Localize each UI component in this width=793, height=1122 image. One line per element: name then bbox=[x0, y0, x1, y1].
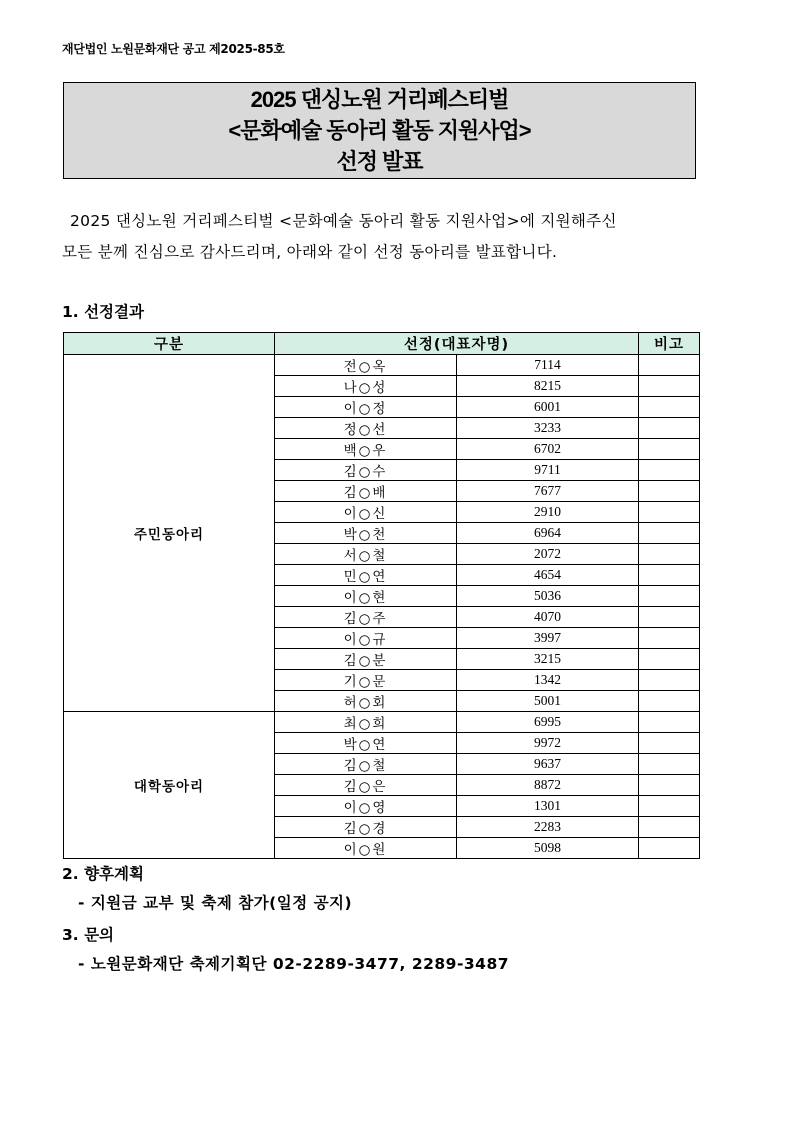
remarks-cell bbox=[639, 565, 700, 586]
representative-name: 이○규 bbox=[275, 628, 457, 649]
notice-number: 재단법인 노원문화재단 공고 제2025-85호 bbox=[62, 42, 285, 56]
remarks-cell bbox=[639, 817, 700, 838]
representative-name: 백○우 bbox=[275, 439, 457, 460]
representative-name: 이○현 bbox=[275, 586, 457, 607]
remarks-cell bbox=[639, 376, 700, 397]
title-line-3: 선정 발표 bbox=[336, 149, 423, 174]
header-category: 구분 bbox=[64, 333, 275, 355]
remarks-cell bbox=[639, 628, 700, 649]
title-line-1: 2025 댄싱노원 거리페스티벌 bbox=[250, 87, 509, 112]
remarks-cell bbox=[639, 355, 700, 376]
representative-name: 김○수 bbox=[275, 460, 457, 481]
phone-last-digits: 3233 bbox=[457, 418, 639, 439]
section-2-item: - 지원금 교부 및 축제 참가(일정 공지) bbox=[78, 894, 353, 912]
representative-name: 박○천 bbox=[275, 523, 457, 544]
phone-last-digits: 8215 bbox=[457, 376, 639, 397]
remarks-cell bbox=[639, 754, 700, 775]
representative-name: 이○정 bbox=[275, 397, 457, 418]
remarks-cell bbox=[639, 418, 700, 439]
phone-last-digits: 9972 bbox=[457, 733, 639, 754]
title-line-2: <문화예술 동아리 활동 지원사업> bbox=[228, 118, 531, 143]
remarks-cell bbox=[639, 607, 700, 628]
phone-last-digits: 4654 bbox=[457, 565, 639, 586]
remarks-cell bbox=[639, 481, 700, 502]
phone-last-digits: 6702 bbox=[457, 439, 639, 460]
representative-name: 민○연 bbox=[275, 565, 457, 586]
intro-paragraph bbox=[62, 206, 702, 268]
phone-last-digits: 1342 bbox=[457, 670, 639, 691]
phone-last-digits: 3997 bbox=[457, 628, 639, 649]
phone-last-digits: 7114 bbox=[457, 355, 639, 376]
representative-name: 박○연 bbox=[275, 733, 457, 754]
representative-name: 이○원 bbox=[275, 838, 457, 859]
phone-last-digits: 4070 bbox=[457, 607, 639, 628]
representative-name: 기○문 bbox=[275, 670, 457, 691]
group-label: 주민동아리 bbox=[64, 355, 275, 712]
remarks-cell bbox=[639, 796, 700, 817]
section-1-heading: 1. 선정결과 bbox=[62, 303, 144, 321]
representative-name: 최○희 bbox=[275, 712, 457, 733]
table-row bbox=[64, 355, 700, 376]
selection-result-table bbox=[63, 332, 700, 859]
table-body bbox=[64, 355, 700, 859]
phone-last-digits: 5001 bbox=[457, 691, 639, 712]
remarks-cell bbox=[639, 733, 700, 754]
remarks-cell bbox=[639, 775, 700, 796]
phone-last-digits: 6001 bbox=[457, 397, 639, 418]
representative-name: 정○선 bbox=[275, 418, 457, 439]
representative-name: 이○영 bbox=[275, 796, 457, 817]
phone-last-digits: 9637 bbox=[457, 754, 639, 775]
title-box bbox=[63, 82, 696, 179]
phone-last-digits: 8872 bbox=[457, 775, 639, 796]
section-3-item: - 노원문화재단 축제기획단 02-2289-3477, 2289-3487 bbox=[78, 955, 510, 973]
table-row bbox=[64, 712, 700, 733]
remarks-cell bbox=[639, 544, 700, 565]
representative-name: 김○주 bbox=[275, 607, 457, 628]
remarks-cell bbox=[639, 502, 700, 523]
group-label: 대학동아리 bbox=[64, 712, 275, 859]
representative-name: 이○신 bbox=[275, 502, 457, 523]
representative-name: 김○철 bbox=[275, 754, 457, 775]
phone-last-digits: 5098 bbox=[457, 838, 639, 859]
intro-line-2: 모든 분께 진심으로 감사드리며, 아래와 같이 선정 동아리를 발표합니다. bbox=[62, 243, 558, 261]
phone-last-digits: 2072 bbox=[457, 544, 639, 565]
representative-name: 전○옥 bbox=[275, 355, 457, 376]
remarks-cell bbox=[639, 439, 700, 460]
phone-last-digits: 1301 bbox=[457, 796, 639, 817]
remarks-cell bbox=[639, 649, 700, 670]
phone-last-digits: 6995 bbox=[457, 712, 639, 733]
phone-last-digits: 2283 bbox=[457, 817, 639, 838]
header-selected: 선정(대표자명) bbox=[275, 333, 639, 355]
table-header-row bbox=[64, 333, 700, 355]
representative-name: 김○은 bbox=[275, 775, 457, 796]
representative-name: 서○철 bbox=[275, 544, 457, 565]
representative-name: 허○회 bbox=[275, 691, 457, 712]
remarks-cell bbox=[639, 670, 700, 691]
phone-last-digits: 9711 bbox=[457, 460, 639, 481]
remarks-cell bbox=[639, 460, 700, 481]
remarks-cell bbox=[639, 523, 700, 544]
remarks-cell bbox=[639, 691, 700, 712]
remarks-cell bbox=[639, 838, 700, 859]
intro-line-1: 2025 댄싱노원 거리페스티벌 <문화예술 동아리 활동 지원사업>에 지원해주신 bbox=[70, 212, 617, 230]
representative-name: 김○분 bbox=[275, 649, 457, 670]
section-2-heading: 2. 향후계획 bbox=[62, 865, 144, 883]
remarks-cell bbox=[639, 586, 700, 607]
section-3-heading: 3. 문의 bbox=[62, 926, 115, 944]
phone-last-digits: 3215 bbox=[457, 649, 639, 670]
representative-name: 김○배 bbox=[275, 481, 457, 502]
remarks-cell bbox=[639, 712, 700, 733]
representative-name: 나○성 bbox=[275, 376, 457, 397]
remarks-cell bbox=[639, 397, 700, 418]
representative-name: 김○경 bbox=[275, 817, 457, 838]
phone-last-digits: 7677 bbox=[457, 481, 639, 502]
header-remarks: 비고 bbox=[639, 333, 700, 355]
phone-last-digits: 5036 bbox=[457, 586, 639, 607]
phone-last-digits: 6964 bbox=[457, 523, 639, 544]
phone-last-digits: 2910 bbox=[457, 502, 639, 523]
